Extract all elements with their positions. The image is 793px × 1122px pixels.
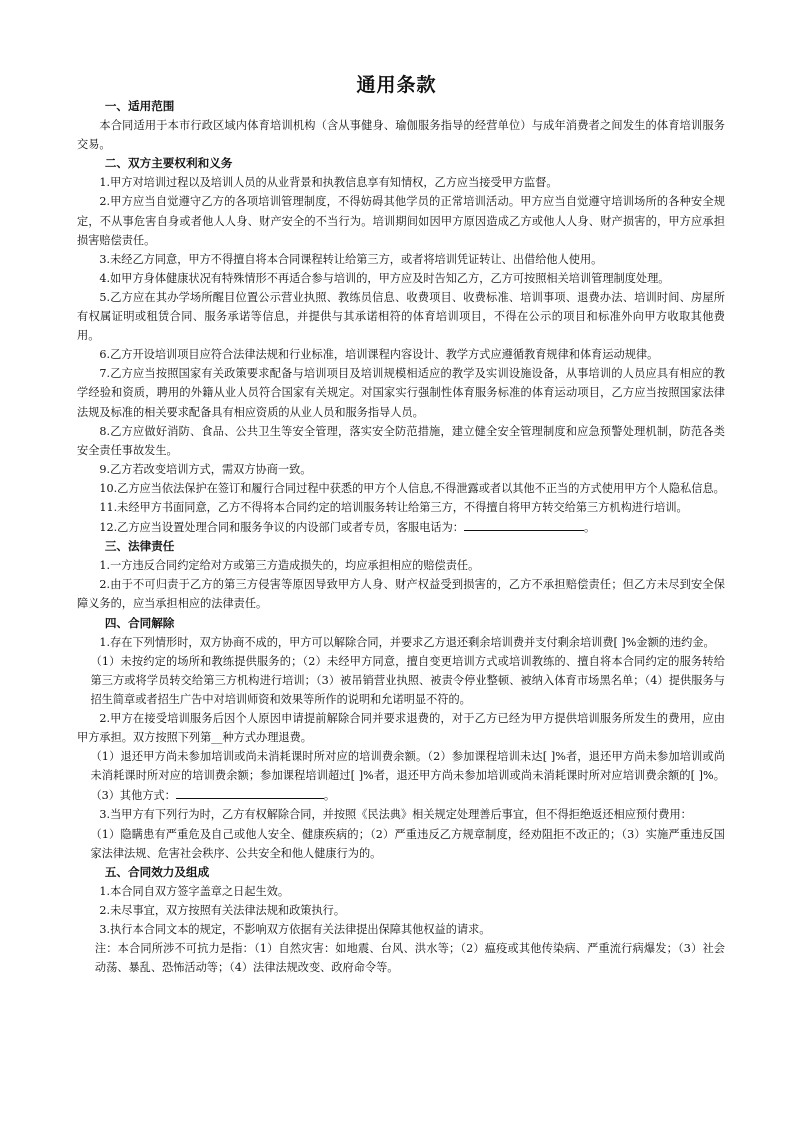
paragraph: 5.乙方应在其办学场所醒目位置公示营业执照、教练员信息、收费项目、收费标准、培训事项、退费办法、培训时间、房屋所有权属证明或租赁合同、服务承诺等信息，并提供与其承诺相符的体育培训项目，不得在公示的项目和标准外向甲方收取其他费用。 bbox=[77, 290, 725, 343]
paragraph: 8.乙方应做好消防、食品、公共卫生等安全管理，落实安全防范措施，建立健全安全管理制度和应急预警处理机制，防范各类安全责任事故发生。 bbox=[77, 424, 725, 457]
paragraph: 7.乙方应当按照国家有关政策要求配备与培训项目及培训规模相适应的教学及实训设施设备，从事培训的人员应具有相应的教学经验和资质，聘用的外籍从业人员符合国家有关规定。对国家实行强制性体育服务标准的体育运动项目，乙方应当按照国家法律法规及标准的相关要求配备具有相应资质的从业人员和服务指导人员。 bbox=[77, 367, 725, 419]
hotline-blank[interactable] bbox=[464, 517, 584, 531]
paragraph: 3.当甲方有下列行为时，乙方有权解除合同，并按照《民法典》相关规定处理善后事宜，但不得拒绝返还相应预付费用： bbox=[99, 808, 692, 822]
section-heading-liability: 三、法律责任 bbox=[104, 539, 175, 554]
paragraph: 3.未经乙方同意，甲方不得擅自将本合同课程转让给第三方，或者将培训凭证转让、出借给他人使用。 bbox=[99, 252, 603, 266]
paragraph: 本合同适用于本市行政区域内体育培训机构（含从事健身、瑜伽服务指导的经营单位）与成年消费者之间发生的体育培训服务交易。 bbox=[77, 119, 725, 152]
section-heading-scope: 一、适用范围 bbox=[104, 99, 175, 113]
paragraph-refund-options bbox=[77, 747, 725, 805]
paragraph: 6.乙方开设培训项目应符合法律法规和行业标准，培训课程内容设计、教学方式应遵循教育规律和体育运动规律。 bbox=[99, 348, 659, 362]
paragraph: 2.未尽事宜，双方按照有关法律法规和政策执行。 bbox=[99, 903, 346, 917]
paragraph: 10.乙方应当依法保护在签订和履行合同过程中获悉的甲方个人信息,不得泄露或者以其他不正当的方式使用甲方个人隐私信息。 bbox=[99, 481, 725, 495]
refund-options-text: （1）退还甲方尚未参加培训或尚未消耗课时所对应的培训费余额。（2）参加课程培训未达[ ]%者，退还甲方尚未参加培训或尚未消耗课时所对应的培训费余额；参加课程培训超过[ ]%者，退还甲方尚未参加培训或尚未消耗课时所对应培训费余额的[ ]%。（3）其他方式： bbox=[90, 750, 725, 803]
document-title: 通用条款 bbox=[356, 74, 437, 96]
paragraph: 4.如甲方身体健康状况有特殊情形不再适合参与培训的，甲方应及时告知乙方，乙方可按照相关培训管理制度处理。 bbox=[99, 271, 670, 285]
force-majeure-note: 注：本合同所涉不可抗力是指：（1）自然灾害：如地震、台风、洪水等；（2）瘟疫或其他传染病、严重流行病爆发；（3）社会动荡、暴乱、恐怖活动等；（4）法律法规改变、政府命令等。 bbox=[94, 942, 725, 975]
paragraph: 1.甲方对培训过程以及培训人员的从业背景和执教信息享有知情权，乙方应当接受甲方监督。 bbox=[99, 176, 558, 190]
paragraph: （1）隐瞒患有严重危及自己或他人安全、健康疾病的；（2）严重违反乙方规章制度，经劝阻拒不改正的；（3）实施严重违反国家法律法规、危害社会秩序、公共安全和他人健康行为的。 bbox=[90, 827, 725, 860]
paragraph: （1）未按约定的场所和教练提供服务的；（2）未经甲方同意，擅自变更培训方式或培训教练的、擅自将本合同约定的服务转给第三方或将学员转交给第三方机构进行培训；（3）被吊销营业执照、被责令停业整顿、被纳入体育市场黑名单；（4）提供服务与招生简章或者招生广告中对培训师资和效果等所作的说明和允诺明显不符的。 bbox=[90, 654, 725, 706]
section-heading-termination: 四、合同解除 bbox=[104, 615, 175, 630]
paragraph: 1.存在下列情形时，双方协商不成的，甲方可以解除合同，并要求乙方退还剩余培训费并支付剩余培训费[ ]%金额的违约金。 bbox=[99, 635, 715, 649]
punctuation: 。 bbox=[323, 789, 336, 803]
paragraph: 11.未经甲方书面同意，乙方不得将本合同约定的培训服务转让给第三方，不得擅自将甲方转交给第三方机构进行培训。 bbox=[99, 500, 688, 514]
paragraph: 2.甲方应当自觉遵守乙方的各项培训管理制度，不得妨碍其他学员的正常培训活动。甲方应当自觉遵守培训场所的各种安全规定，不从事危害自身或者他人人身、财产安全的不当行为。培训期间如因甲方原因造成乙方或他人人身、财产损害的，甲方应承担损害赔偿责任。 bbox=[77, 195, 725, 247]
section-heading-rights: 二、双方主要权利和义务 bbox=[104, 156, 233, 171]
paragraph: 3.执行本合同文本的规定，不影响双方依据有关法律提出保障其他权益的请求。 bbox=[99, 923, 491, 937]
paragraph: 2.甲方在接受培训服务后因个人原因申请提前解除合同并要求退费的，对于乙方已经为甲方提供培训服务所发生的费用，应由甲方承担。双方按照下列第__种方式办理退费。 bbox=[77, 712, 725, 745]
other-method-blank[interactable] bbox=[176, 785, 324, 799]
document-body bbox=[77, 97, 725, 977]
punctuation: 。 bbox=[584, 521, 596, 535]
section-heading-validity: 五、合同效力及组成 bbox=[104, 864, 210, 879]
paragraph: 1.本合同自双方签字盖章之日起生效。 bbox=[99, 884, 290, 898]
paragraph-hotline bbox=[77, 517, 725, 537]
hotline-label: 12.乙方应当设置处理合同和服务争议的内设部门或者专员，客服电话为： bbox=[99, 521, 464, 535]
paragraph: 1.一方违反合同约定给对方或第三方造成损失的，均应承担相应的赔偿责任。 bbox=[99, 559, 480, 573]
paragraph: 2.由于不可归责于乙方的第三方侵害等原因导致甲方人身、财产权益受到损害的，乙方不承担赔偿责任；但乙方未尽到安全保障义务的，应当承担相应的法律责任。 bbox=[77, 578, 725, 611]
paragraph: 9.乙方若改变培训方式，需双方协商一致。 bbox=[99, 462, 312, 476]
